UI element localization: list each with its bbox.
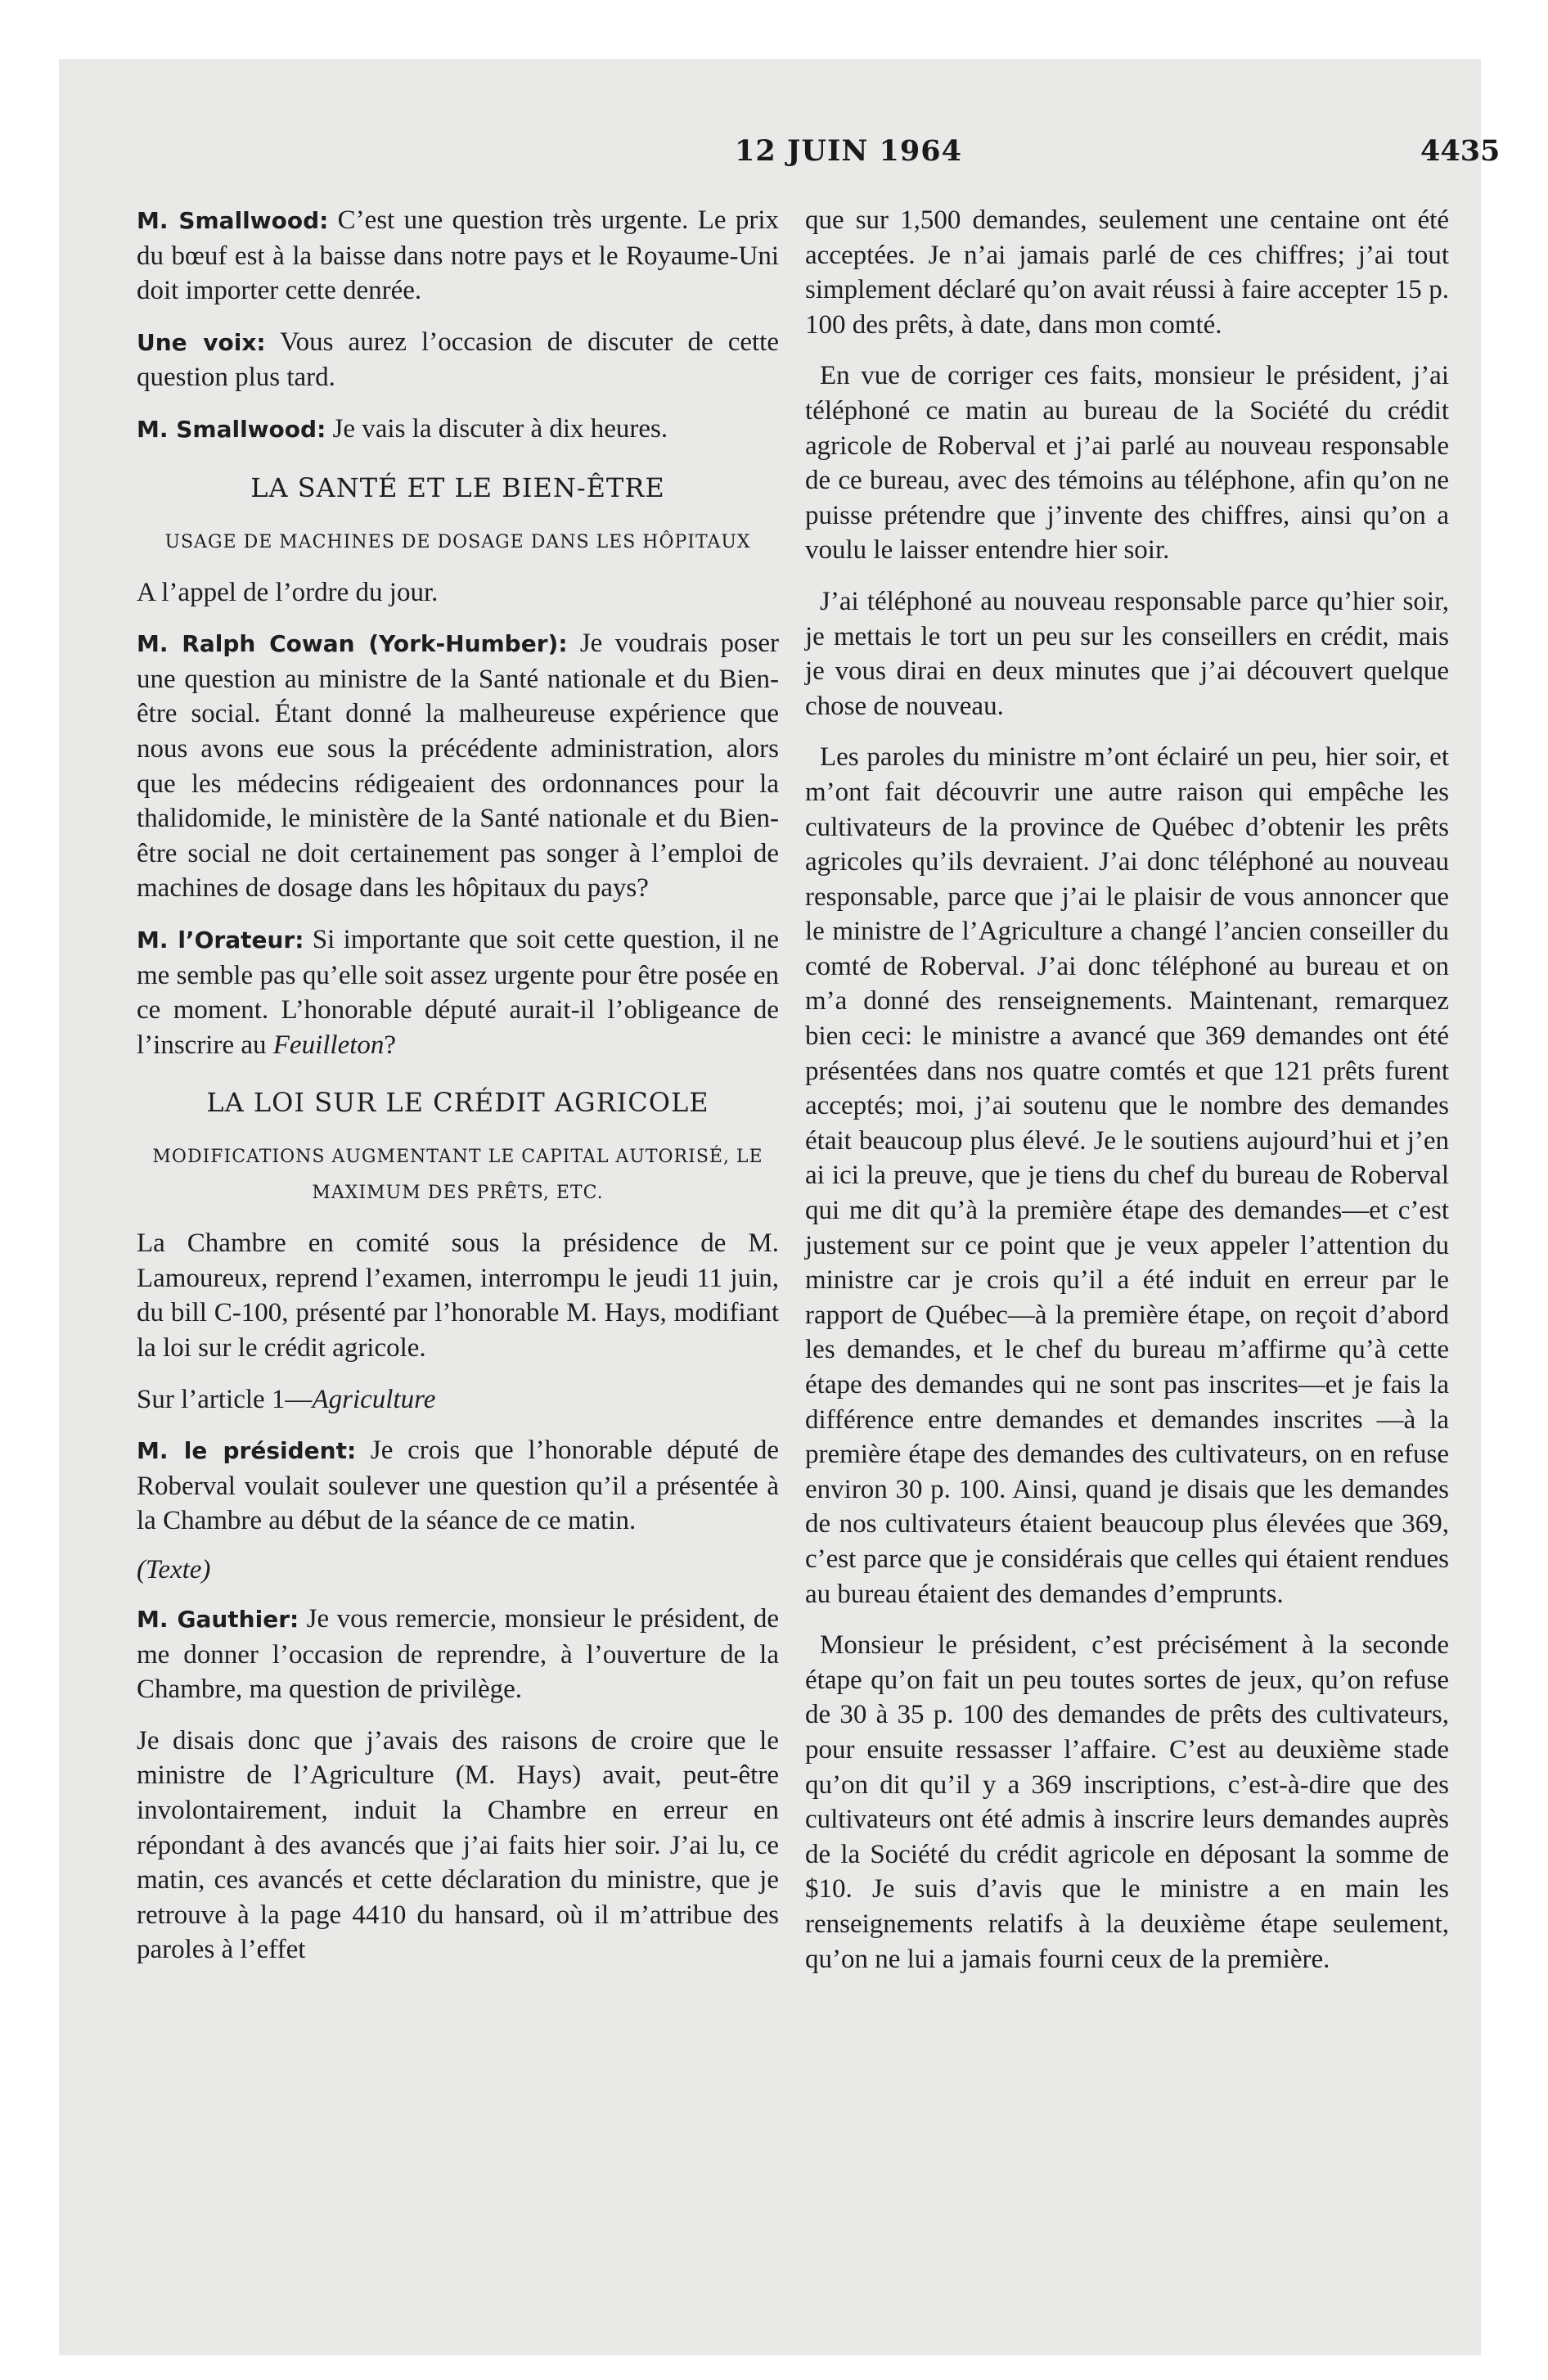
speech-text: C’est une question très urgente. Le prix du bœuf est à la baisse dans notre pays et le Royaume-Uni doit importer cette denrée. — [137, 205, 779, 306]
speaker-name: M. Smallwood: — [137, 415, 326, 443]
section-subheading: USAGE DE MACHINES DE DOSAGE DANS LES HÔPITAUX — [164, 531, 751, 552]
speech-text: Si importante que soit cette question, il ne me semble pas qu’elle soit assez urgente pour être posée en ce moment. L’honorable député aurait-il l’obligeance de l’inscrire au — [137, 924, 779, 1060]
page-number: 4435 — [1420, 134, 1501, 168]
paragraph: Je disais donc que j’avais des raisons de croire que le ministre de l’Agriculture (M. Hays) avait, peut-être involontairement, induit la Chambre en erreur en répondant à des avancés que j’ai faits hier soir. J’ai lu, ce matin, ces avancés et cette déclaration du ministre, que je retrouve à la page 4410 du hansard, où il m’attribue des paroles à l’effet — [137, 1725, 779, 1965]
paragraph — [137, 325, 779, 395]
speaker-name: M. le président: — [137, 1437, 357, 1465]
text-note: (Texte) — [137, 1555, 211, 1585]
feuilleton-italic: Feuilleton — [272, 1030, 385, 1060]
paragraph — [137, 922, 779, 1062]
speech-text-end: ? — [384, 1030, 397, 1060]
paragraph — [137, 626, 779, 906]
paragraph — [137, 1433, 779, 1539]
article-title: Agriculture — [312, 1384, 436, 1414]
speech-text: Je vais la discuter à dix heures. — [326, 413, 668, 444]
right-column — [805, 203, 1449, 1993]
paragraph — [137, 412, 779, 448]
paragraph: J’ai téléphoné au nouveau responsable parce qu’hier soir, je mettais le tort un peu sur les conseillers en crédit, mais je vous dirai en deux minutes que j’ai découvert quelque chose de nouveau. — [805, 586, 1449, 721]
paragraph — [137, 1382, 779, 1418]
speech-text: Je vous remercie, monsieur le président, de me donner l’occasion de reprendre, à l’ouverture de la Chambre, ma question de privilège. — [137, 1604, 779, 1705]
left-column — [137, 203, 779, 1984]
speaker-name: M. Smallwood: — [137, 207, 329, 234]
paragraph — [137, 203, 779, 309]
running-head — [59, 80, 1501, 168]
paragraph: A l’appel de l’ordre du jour. — [137, 577, 439, 607]
speaker-name: M. Ralph Cowan (York-Humber): — [137, 630, 568, 658]
paragraph — [137, 1602, 779, 1707]
speaker-name: M. l’Orateur: — [137, 926, 304, 953]
speaker-name: Une voix: — [137, 328, 266, 356]
paragraph: En vue de corriger ces faits, monsieur le président, j’ai téléphoné ce matin au bureau de la Société du crédit agricole de Roberval et j’ai parlé au nouveau responsable de ce bureau, avec des témoins au téléphone, afin qu’on ne puisse prétendre que j’invente des chiffres, ainsi qu’on a voulu le laisser entendre hier soir. — [805, 361, 1449, 566]
section-subheading: MODIFICATIONS AUGMENTANT LE CAPITAL AUTORISÉ, LE MAXIMUM DES PRÊTS, ETC. — [152, 1147, 763, 1204]
section-heading: LA LOI SUR LE CRÉDIT AGRICOLE — [206, 1087, 709, 1119]
article-text: Sur l’article 1— — [137, 1384, 313, 1414]
header-date: 12 JUIN 1964 — [735, 134, 962, 168]
speech-text: Je crois que l’honorable député de Roberval voulait soulever une question qu’il a présentée à la Chambre au début de la séance de ce matin. — [137, 1436, 779, 1536]
paragraph: La Chambre en comité sous la présidence de M. Lamoureux, reprend l’examen, interrompu le jeudi 11 juin, du bill C-100, présenté par l’honorable M. Hays, modifiant la loi sur le crédit agricole. — [137, 1228, 779, 1364]
paragraph: Les paroles du ministre m’ont éclairé un peu, hier soir, et m’ont fait découvrir une autre raison qui empêche les cultivateurs de la province de Québec d’obtenir les prêts agricoles qu’ils devraient. J’ai donc téléphoné au nouveau responsable, parce que j’ai le plaisir de vous annoncer que le ministre de l’Agriculture a changé l’ancien conseiller du comté de Roberval. J’ai donc téléphoné au bureau et on m’a donné des renseignements. Maintenant, remarquez bien ceci: le ministre a avancé que 369 demandes ont été présentées dans nos quatre comtés et que 121 prêts furent acceptés; moi, j’ai soutenu que le nombre des demandes était beaucoup plus élevé. Je le soutiens aujourd’hui et j’en ai ici la preuve, que je tiens du chef du bureau de Roberval qui me dit qu’à la première étape des demandes—et c’est justement sur ce point que je veux appeler l’attention du ministre car je crois qu’il a été induit en erreur par le rapport de Québec—à la première étape, on reçoit d’abord les demandes, et le chef du bureau m’affirme qu’à cette étape des demandes qui ne sont pas inscrites—et je fais la différence entre demandes et demandes inscrites —à la première étape des demandes des cultivateurs, on en refuse environ 30 p. 100. Ainsi, quand je disais que les demandes de nos cultivateurs étaient beaucoup plus élevées que 369, c’est parce que je considérais que celles qui étaient rendues au bureau étaient des demandes d’emprunts. — [805, 742, 1449, 1609]
speech-text: Je voudrais poser une question au ministre de la Santé nationale et du Bien-être social. Étant donné la malheureuse expérience que nous avons eue sous la précédente administration, alors que les médecins rédigeaient des ordonnances pour la thalidomide, le ministère de la Santé nationale et du Bien-être social ne doit certainement pas songer à l’emploi de machines de dosage dans les hôpitaux du pays? — [137, 629, 779, 904]
paragraph: Monsieur le président, c’est précisément à la seconde étape qu’on fait un peu toutes sortes de jeux, qu’on refuse de 30 à 35 p. 100 des demandes de prêts des cultivateurs, pour ensuite ressasser l’affaire. C’est au deuxième stade qu’on dit qu’il y a 369 inscriptions, c’est-à-dire que des cultivateurs ont été admis à inscrire leurs demandes auprès de la Société du crédit agricole en déposant la somme de $10. Je suis d’avis que le ministre a en main les renseignements relatifs à la deuxième étape seulement, qu’on ne lui a jamais fourni ceux de la première. — [805, 1630, 1449, 1974]
speaker-name: M. Gauthier: — [137, 1606, 299, 1634]
speech-text: Vous aurez l’occasion de discuter de cette question plus tard. — [137, 327, 779, 393]
section-heading: LA SANTÉ ET LE BIEN-ÊTRE — [250, 471, 665, 503]
paragraph: que sur 1,500 demandes, seulement une centaine ont été acceptées. Je n’ai jamais parlé de ces chiffres; j’ai tout simplement déclaré qu’on avait réussi à faire accepter 15 p. 100 des prêts, à date, dans mon comté. — [805, 205, 1449, 340]
